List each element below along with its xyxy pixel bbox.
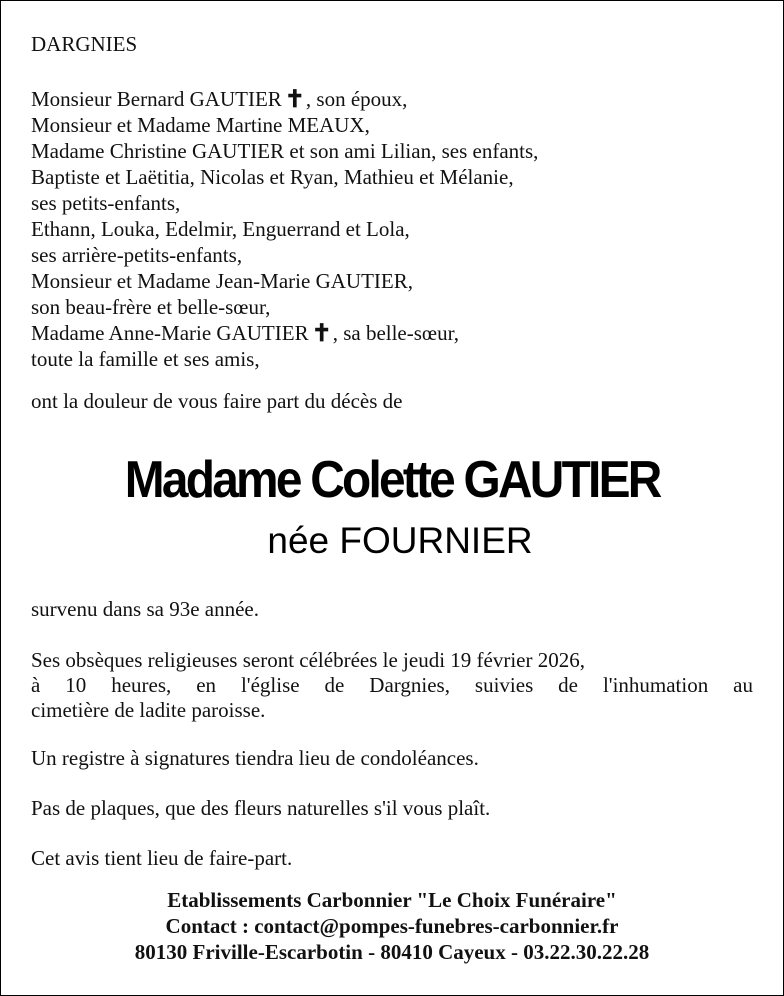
funeral-line-2: à 10 heures, en l'église de Dargnies, suivies de l'inhumation au [31,673,753,697]
family-line [31,268,413,294]
notice-note: Cet avis tient lieu de faire-part. [31,846,293,870]
family-line-text: Monsieur et Madame Martine MEAUX, [31,113,370,137]
funeral-line-3: cimetière de ladite paroisse. [31,698,266,722]
family-line [31,164,514,190]
deceased-name: Madame Colette GAUTIER [124,451,660,509]
family-line-text: toute la famille et ses amis, [31,347,260,371]
family-line [31,138,538,164]
funeral-line-1: Ses obsèques religieuses seront célébrées le jeudi 19 février 2026, [31,648,585,672]
family-line-text: Monsieur et Madame Jean-Marie GAUTIER, [31,269,413,293]
family-line-text: Monsieur Bernard GAUTIER [31,87,282,111]
family-line [31,112,370,138]
family-line-text: Madame Anne-Marie GAUTIER [31,321,309,345]
family-line [31,242,242,268]
family-line-text: son beau-frère et belle-sœur, [31,295,271,319]
family-line [31,346,260,372]
family-line-suffix: , sa belle-sœur, [332,321,459,345]
announcement-text: ont la douleur de vous faire part du décès de [31,389,403,413]
funeral-company: Etablissements Carbonnier "Le Choix Funéraire" [167,888,617,912]
funeral-contact: Contact : contact@pompes-funebres-carbonnier.fr [165,914,619,938]
funeral-address: 80130 Friville-Escarbotin - 80410 Cayeux - 03.22.30.22.28 [134,940,650,964]
family-line [31,86,407,112]
family-line [31,190,180,216]
family-line [31,320,459,346]
cross-icon: ✝ [284,87,305,113]
registry-line: Un registre à signatures tiendra lieu de condoléances. [31,746,479,770]
family-line [31,294,270,320]
family-line-text: ses arrière-petits-enfants, [31,243,243,267]
age-line: survenu dans sa 93e année. [31,597,260,621]
maiden-name: née FOURNIER [267,520,533,561]
family-line-text: Ethann, Louka, Edelmir, Enguerrand et Lola, [31,217,410,241]
family-line [31,216,410,242]
family-line-text: ses petits-enfants, [31,191,181,215]
family-line-text: Baptiste et Laëtitia, Nicolas et Ryan, Mathieu et Mélanie, [31,165,514,189]
cross-icon: ✝ [311,321,332,347]
flowers-line: Pas de plaques, que des fleurs naturelles s'il vous plaît. [31,796,491,820]
family-line-text: Madame Christine GAUTIER et son ami Lilian, ses enfants, [31,139,539,163]
town-name: DARGNIES [31,32,138,56]
family-line-suffix: , son époux, [305,87,408,111]
